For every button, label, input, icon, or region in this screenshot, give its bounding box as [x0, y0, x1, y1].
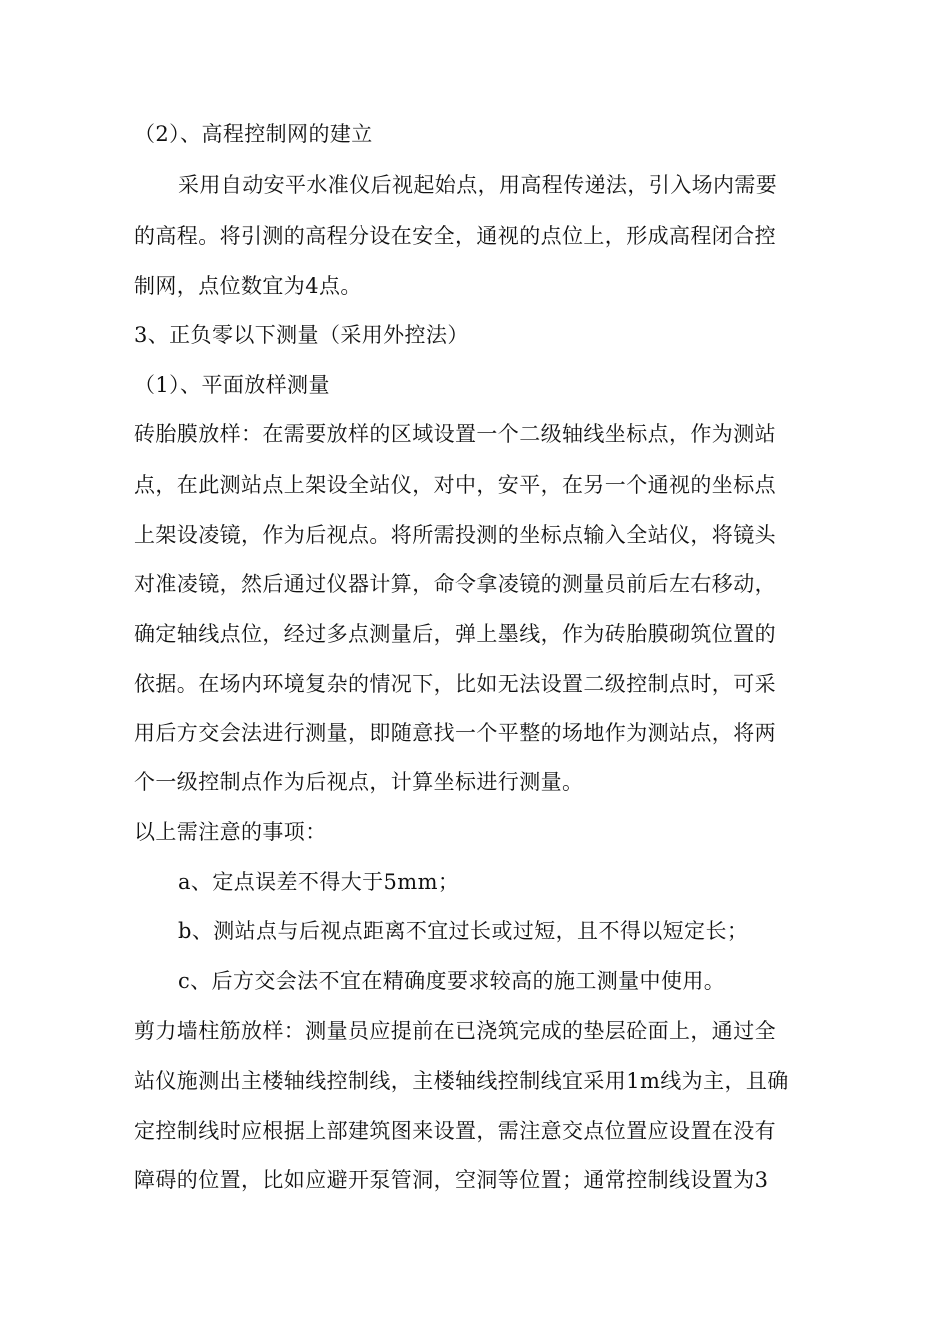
- paragraph-line: 采用自动安平水准仪后视起始点，用高程传递法，引入场内需要: [178, 173, 778, 197]
- paragraph-line: 的高程。将引测的高程分设在安全，通视的点位上，形成高程闭合控: [134, 224, 776, 248]
- paragraph-line: 用后方交会法进行测量，即随意找一个平整的场地作为测站点，将两: [134, 721, 776, 745]
- paragraph-line: 制网，点位数宜为4点。: [134, 274, 362, 298]
- paragraph-line: 确定轴线点位，经过多点测量后，弹上墨线，作为砖胎膜砌筑位置的: [134, 622, 776, 646]
- section-heading-below-zero-survey: 3、正负零以下测量（采用外控法）: [134, 323, 469, 347]
- paragraph-line: 剪力墙柱筋放样：测量员应提前在已浇筑完成的垫层砼面上，通过全: [134, 1019, 776, 1043]
- paragraph-line: 障碍的位置，比如应避开泵管洞，空洞等位置；通常控制线设置为3: [134, 1168, 769, 1192]
- paragraph-line: 上架设凌镜，作为后视点。将所需投测的坐标点输入全站仪，将镜头: [134, 523, 776, 547]
- paragraph-line: 砖胎膜放样：在需要放样的区域设置一个二级轴线坐标点，作为测站: [134, 422, 776, 446]
- paragraph-line: 依据。在场内环境复杂的情况下，比如无法设置二级控制点时，可采: [134, 672, 776, 696]
- paragraph-line: 点，在此测站点上架设全站仪，对中，安平，在另一个通视的坐标点: [134, 473, 776, 497]
- section-heading-elevation-control: （2）、高程控制网的建立: [134, 122, 373, 146]
- paragraph-line: 定控制线时应根据上部建筑图来设置，需注意交点位置应设置在没有: [134, 1119, 776, 1143]
- paragraph-line: 个一级控制点作为后视点，计算坐标进行测量。: [134, 770, 584, 794]
- note-item-c: c、后方交会法不宜在精确度要求较高的施工测量中使用。: [178, 969, 726, 993]
- paragraph-line: 对准凌镜，然后通过仪器计算，命令拿凌镜的测量员前后左右移动，: [134, 572, 776, 596]
- paragraph-line: 站仪施测出主楼轴线控制线，主楼轴线控制线宜采用1m线为主，且确: [134, 1069, 789, 1093]
- subsection-heading-plane-layout: （1）、平面放样测量: [134, 373, 330, 397]
- note-item-a: a、定点误差不得大于5mm；: [178, 870, 460, 894]
- notes-heading: 以上需注意的事项：: [134, 820, 327, 844]
- note-item-b: b、测站点与后视点距离不宜过长或过短，且不得以短定长；: [178, 919, 749, 943]
